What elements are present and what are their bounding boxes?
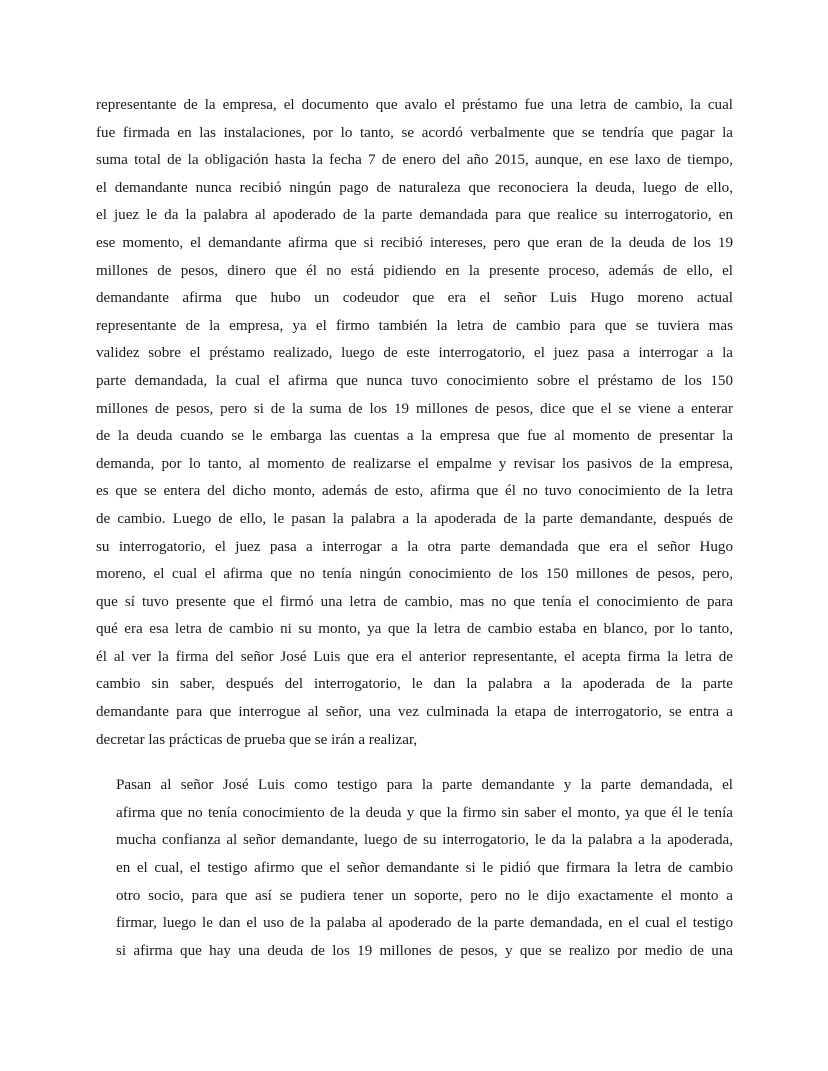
text-line: el demandante nunca recibió ningún pago de naturaleza que reconociera la deuda, luego de ello, [96, 179, 733, 196]
text-line: ese momento, el demandante afirma que si recibió intereses, pero que eran de la deuda de los 19 [96, 234, 733, 251]
text-line: él al ver la firma del señor José Luis que era el anterior representante, el acepta firma la letra de [96, 648, 733, 665]
text-line: el juez le da la palabra al apoderado de la parte demandada para que realice su interrogatorio, en [96, 207, 733, 224]
text-line: afirma que no tenía conocimiento de la deuda y que la firmo sin saber el monto, ya que él le tenía [116, 804, 733, 821]
text-line: cambio sin saber, después del interrogatorio, le dan la palabra a la apoderada de la parte [96, 676, 733, 693]
text-line: millones de pesos, pero si de la suma de los 19 millones de pesos, dice que el se viene a enterar [96, 400, 733, 417]
text-line: suma total de la obligación hasta la fecha 7 de enero del año 2015, aunque, en ese laxo de tiempo, [96, 152, 733, 169]
text-line: qué era esa letra de cambio ni su monto, ya que la letra de cambio estaba en blanco, por lo tanto, [96, 621, 733, 638]
text-line: firmar, luego le dan el uso de la palaba al apoderado de la parte demandada, en el cual el testigo [116, 915, 733, 932]
text-line: demanda, por lo tanto, al momento de realizarse el empalme y revisar los pasivos de la empresa, [96, 455, 733, 472]
text-line: demandante afirma que hubo un codeudor que era el señor Luis Hugo moreno actual [96, 290, 733, 307]
text-line: representante de la empresa, el documento que avalo el préstamo fue una letra de cambio, la cual [96, 97, 733, 113]
text-line: validez sobre el préstamo realizado, luego de este interrogatorio, el juez pasa a interrogar a la [96, 345, 733, 362]
paragraph-1 [96, 92, 733, 754]
text-line: si afirma que hay una deuda de los 19 millones de pesos, y que se realizo por medio de una [116, 942, 733, 959]
text-line: moreno, el cual el afirma que no tenía ningún conocimiento de los 150 millones de pesos, pero, [96, 566, 733, 583]
text-line: representante de la empresa, ya el firmo también la letra de cambio para que se tuviera mas [96, 317, 733, 334]
text-line: es que se entera del dicho monto, además de esto, afirma que él no tuvo conocimiento de la letra [96, 483, 733, 500]
text-line: parte demandada, la cual el afirma que nunca tuvo conocimiento sobre el préstamo de los 150 [96, 372, 733, 389]
text-line: demandante para que interrogue al señor, una vez culminada la etapa de interrogatorio, se entra a [96, 704, 733, 721]
text-line: de cambio. Luego de ello, le pasan la palabra a la apoderada de la parte demandante, después de [96, 510, 733, 527]
text-line: millones de pesos, dinero que él no está pidiendo en la presente proceso, además de ello, el [96, 262, 733, 279]
document-page [96, 92, 733, 965]
text-line: de la deuda cuando se le embarga las cuentas a la empresa que fue al momento de presentar la [96, 428, 733, 445]
text-line: decretar las prácticas de prueba que se irán a realizar, [96, 731, 418, 748]
text-line: fue firmada en las instalaciones, por lo tanto, se acordó verbalmente que se tendría que pagar la [96, 124, 733, 141]
text-line: que sí tuvo presente que el firmó una letra de cambio, mas no que tenía el conocimiento de para [96, 593, 733, 610]
text-line: en el cual, el testigo afirmo que el señor demandante si le pidió que firmara la letra de cambio [116, 860, 733, 877]
text-line: otro socio, para que así se pudiera tener un soporte, pero no le dijo exactamente el monto a [116, 887, 733, 904]
text-line: Pasan al señor José Luis como testigo para la parte demandante y la parte demandada, el [116, 777, 733, 794]
text-line: mucha confianza al señor demandante, luego de su interrogatorio, le da la palabra a la apoderada, [116, 832, 733, 849]
paragraph-2 [96, 772, 733, 965]
text-line: su interrogatorio, el juez pasa a interrogar a la otra parte demandada que era el señor Hugo [96, 538, 733, 555]
